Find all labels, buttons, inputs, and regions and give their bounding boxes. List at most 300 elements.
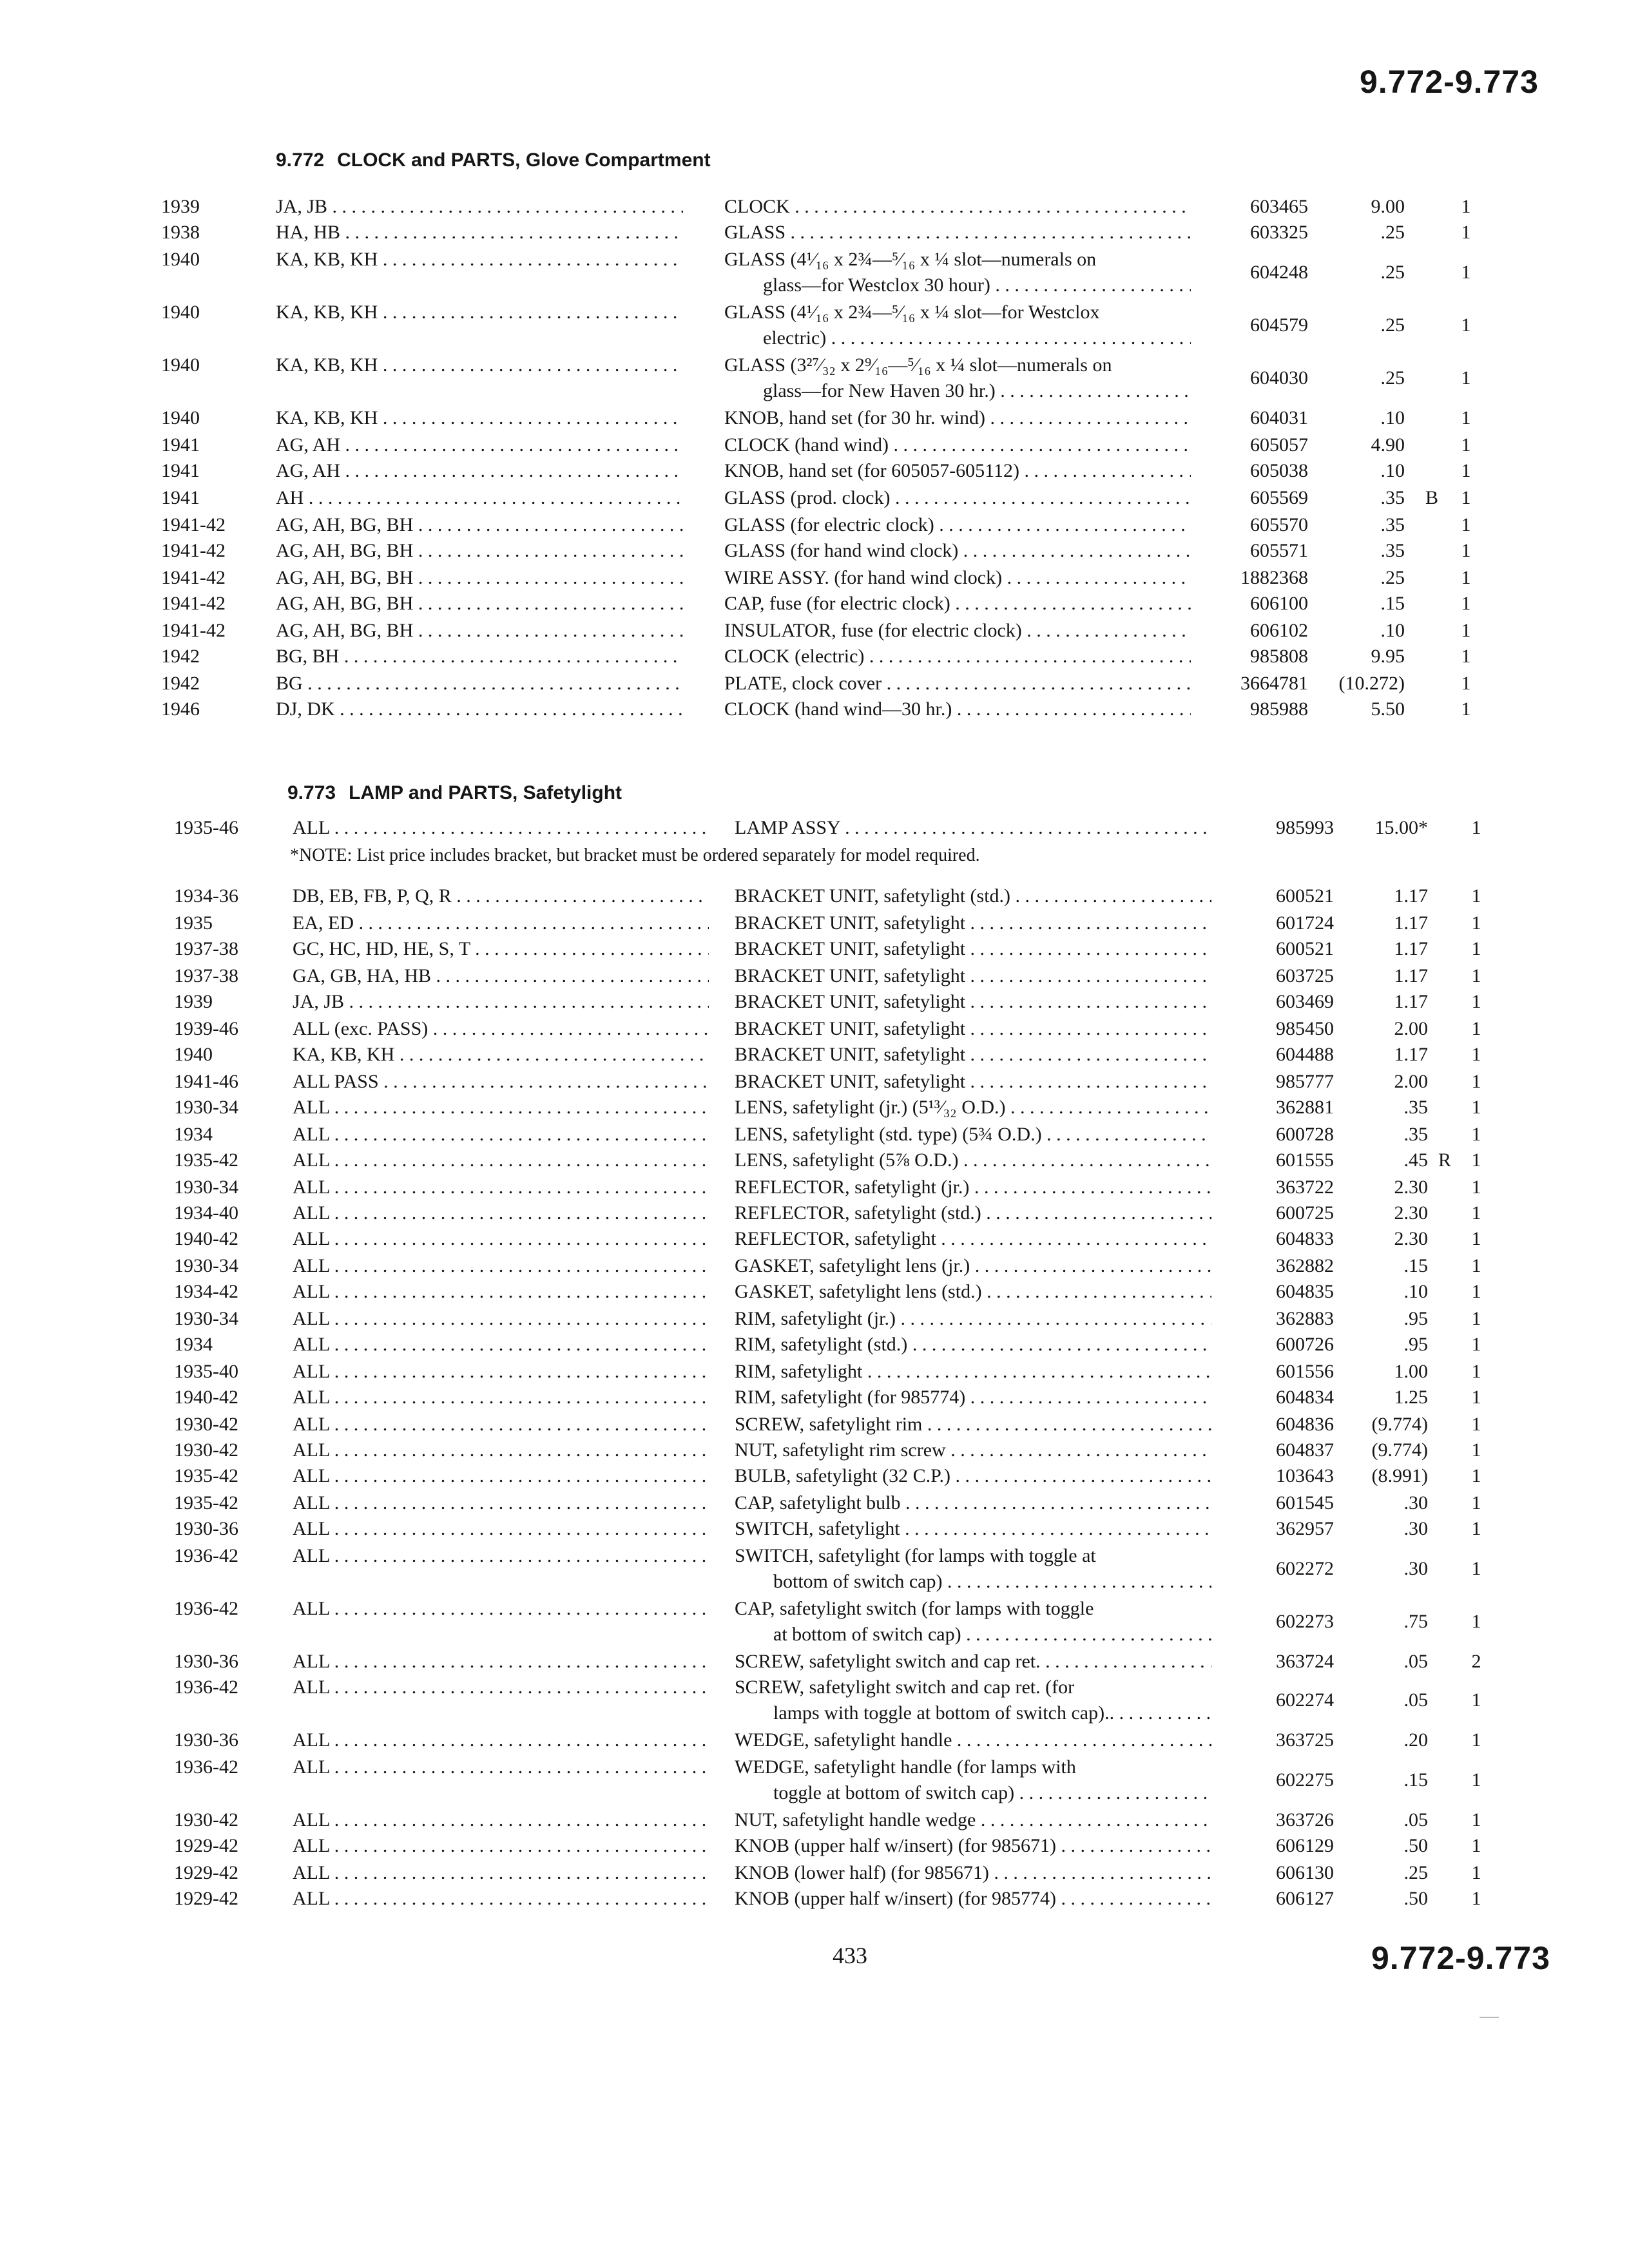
table-row [0,1727,1629,1754]
quantity-cell: 1 [1471,1862,1481,1883]
models-cell: ALL . . . [293,1174,709,1201]
description-cell: REFLECTOR, safetylight . . . [735,1225,1211,1253]
models-cell: ALL PASS . . . [293,1068,709,1095]
quantity-cell: 1 [1461,434,1471,456]
part-number-cell: 604031 [1250,407,1308,428]
models-cell: ALL . . . [293,1094,709,1121]
description-cell: SCREW, safetylight switch and cap ret. (for [735,1677,1075,1698]
list-price-cell: .95 [1403,1308,1428,1329]
quantity-cell: 1 [1471,965,1481,986]
description-cell: WEDGE, safetylight handle . . . [735,1727,1211,1754]
quantity-cell: 1 [1471,1809,1481,1831]
table-row [0,1490,1629,1517]
part-number-cell: 603725 [1276,965,1334,986]
description-cell: KNOB (lower half) (for 985671) . . . [735,1860,1211,1887]
quantity-cell: 1 [1461,567,1471,588]
part-number-cell: 600725 [1276,1202,1334,1224]
description-cell: CAP, fuse (for electric clock) . . . [724,590,1191,617]
description-cell: RIM, safetylight (jr.) . . . [735,1305,1211,1332]
part-number-cell: 1882368 [1240,567,1308,588]
quantity-cell: 1 [1461,514,1471,535]
models-cell: ALL . . . [293,1253,709,1280]
table-row [0,1331,1629,1358]
part-number-cell: 985988 [1250,698,1308,720]
table-row [0,910,1629,937]
year-cell: 1941-42 [161,540,226,561]
quantity-cell: 1 [1461,698,1471,720]
part-number-cell: 604835 [1276,1281,1334,1302]
quantity-cell: 1 [1471,1729,1481,1751]
description-continuation: electric) . . . [763,325,1191,352]
models-cell: EA, ED . . . [293,910,709,937]
part-number-cell: 985450 [1276,1018,1334,1039]
description-cell: BRACKET UNIT, safetylight (std.) . . . [735,883,1211,910]
list-price-cell: (9.774) [1371,1414,1428,1435]
description-cell: BRACKET UNIT, safetylight . . . [735,1041,1211,1068]
description-cell: SWITCH, safetylight (for lamps with toggle at [735,1545,1096,1566]
description-cell: GLASS (for hand wind clock) . . . [724,537,1191,564]
year-cell: 1941 [161,434,200,456]
description-continuation: lamps with toggle at bottom of switch cap).. . . . [773,1700,1211,1727]
description-cell: KNOB, hand set (for 30 hr. wind) . . . [724,405,1191,432]
list-price-cell: 2.00 [1394,1071,1428,1092]
quantity-cell: 1 [1471,1439,1481,1461]
year-cell: 1940 [174,1044,213,1065]
quantity-cell: 2 [1471,1651,1481,1672]
year-cell: 1935-42 [174,1149,238,1171]
models-cell: HA, HB . . . [276,219,683,246]
year-cell: 1934-36 [174,885,238,907]
table-row [0,670,1629,697]
table-row [0,988,1629,1015]
year-cell: 1930-36 [174,1651,238,1672]
table-row [0,1253,1629,1280]
table-row [0,1225,1629,1253]
year-cell: 1935-42 [174,1465,238,1486]
models-cell: ALL . . . [293,1121,709,1148]
quantity-cell: 1 [1471,991,1481,1012]
models-cell: KA, KB, KH . . . [276,299,683,326]
models-cell: ALL . . . [293,1727,709,1754]
table-row [0,1015,1629,1043]
flag-cell: R [1438,1149,1451,1171]
part-number-cell: 606100 [1250,593,1308,614]
list-price-cell: 1.17 [1394,912,1428,934]
quantity-cell: 1 [1461,222,1471,243]
list-price-cell: .15 [1403,1769,1428,1791]
part-number-cell: 600726 [1276,1334,1334,1355]
part-number-cell: 985777 [1276,1071,1334,1092]
description-cell: CAP, safetylight bulb . . . [735,1490,1211,1517]
models-cell: ALL . . . [293,1305,709,1332]
description-cell: GASKET, safetylight lens (jr.) . . . [735,1253,1211,1280]
description-cell: BRACKET UNIT, safetylight . . . [735,910,1211,937]
models-cell: ALL . . . [293,1225,709,1253]
table-row [0,1278,1629,1305]
table-row [0,643,1629,670]
list-price-cell: 2.30 [1394,1177,1428,1198]
part-number-cell: 604248 [1250,262,1308,283]
year-cell: 1935-40 [174,1361,238,1382]
table-row [0,219,1629,246]
models-cell: AG, AH, BG, BH . . . [276,617,683,644]
year-cell: 1938 [161,222,200,243]
part-number-cell: 363725 [1276,1729,1334,1751]
models-cell: ALL . . . [293,1595,709,1622]
part-number-cell: 605038 [1250,460,1308,481]
description-cell: NUT, safetylight handle wedge . . . [735,1807,1211,1834]
models-cell: ALL . . . [293,1490,709,1517]
table-row [0,963,1629,990]
year-cell: 1930-42 [174,1439,238,1461]
description-cell: WIRE ASSY. (for hand wind clock) . . . [724,564,1191,591]
table-row [0,1147,1629,1174]
table-row [0,1358,1629,1385]
models-cell: KA, KB, KH . . . [276,405,683,432]
list-price-cell: .30 [1403,1558,1428,1579]
year-cell: 1941-46 [174,1071,238,1092]
description-cell: KNOB, hand set (for 605057-605112) . . . [724,457,1191,485]
year-cell: 1934 [174,1124,213,1145]
year-cell: 1941-42 [161,593,226,614]
quantity-cell: 1 [1471,1835,1481,1856]
models-cell: ALL . . . [293,1331,709,1358]
part-number-cell: 606127 [1276,1888,1334,1909]
quantity-cell: 1 [1471,1018,1481,1039]
quantity-cell: 1 [1461,460,1471,481]
table-row [0,1832,1629,1860]
description-cell: NUT, safetylight rim screw . . . [735,1437,1211,1464]
description-continuation: glass—for New Haven 30 hr.) . . . [763,378,1191,405]
quantity-cell: 1 [1471,885,1481,907]
year-cell: 1930-34 [174,1308,238,1329]
list-price-cell: 15.00* [1374,817,1428,838]
list-price-cell: .25 [1380,222,1405,243]
year-cell: 1930-34 [174,1177,238,1198]
models-cell: ALL . . . [293,1860,709,1887]
quantity-cell: 1 [1471,1334,1481,1355]
list-price-cell: .05 [1403,1689,1428,1711]
models-cell: KA, KB, KH . . . [293,1041,709,1068]
models-cell: JA, JB . . . [276,193,683,220]
year-cell: 1934-40 [174,1202,238,1224]
part-number-cell: 602275 [1276,1769,1334,1791]
table-row [0,1121,1629,1148]
list-price-cell: .35 [1380,540,1405,561]
description-cell: CAP, safetylight switch (for lamps with toggle [735,1598,1094,1619]
description-cell: PLATE, clock cover . . . [724,670,1191,697]
quantity-cell: 1 [1461,487,1471,508]
description-cell: BRACKET UNIT, safetylight . . . [735,963,1211,990]
year-cell: 1942 [161,646,200,667]
part-number-cell: 604833 [1276,1228,1334,1249]
year-cell: 1935-46 [174,817,238,838]
part-number-cell: 103643 [1276,1465,1334,1486]
table-row [0,590,1629,617]
list-price-cell: .15 [1380,593,1405,614]
part-number-cell: 602273 [1276,1611,1334,1632]
quantity-cell: 1 [1471,938,1481,959]
table-row [0,1068,1629,1095]
table-row [0,1094,1629,1121]
part-number-cell: 606129 [1276,1835,1334,1856]
quantity-cell: 1 [1471,1097,1481,1118]
models-cell: ALL . . . [293,1358,709,1385]
section-title-9773 [287,782,622,804]
list-price-cell: .50 [1403,1835,1428,1856]
year-cell: 1940-42 [174,1387,238,1408]
year-cell: 1930-34 [174,1255,238,1276]
year-cell: 1930-34 [174,1097,238,1118]
description-cell: GASKET, safetylight lens (std.) . . . [735,1278,1211,1305]
year-cell: 1936-42 [174,1545,238,1566]
models-cell: ALL . . . [293,1463,709,1490]
list-price-cell: (10.272) [1338,673,1405,694]
list-price-cell: .75 [1403,1611,1428,1632]
description-cell: RIM, safetylight . . . [735,1358,1211,1385]
description-cell: LENS, safetylight (std. type) (5¾ O.D.) . . . [735,1121,1211,1148]
quantity-cell: 1 [1471,1689,1481,1711]
part-number-cell: 604030 [1250,367,1308,389]
quantity-cell: 1 [1461,407,1471,428]
quantity-cell: 1 [1471,1387,1481,1408]
description-cell: GLASS (for electric clock) . . . [724,512,1191,539]
models-cell: AG, AH . . . [276,432,683,459]
quantity-cell: 1 [1471,1149,1481,1171]
quantity-cell: 1 [1471,1769,1481,1791]
models-cell: ALL . . . [293,1384,709,1411]
description-cell: CLOCK (hand wind) . . . [724,432,1191,459]
models-cell: ALL . . . [293,1648,709,1675]
year-cell: 1941-42 [161,514,226,535]
table-row [0,485,1629,512]
quantity-cell: 1 [1461,646,1471,667]
models-cell: JA, JB . . . [293,988,709,1015]
part-number-cell: 604488 [1276,1044,1334,1065]
part-number-cell: 3664781 [1240,673,1308,694]
quantity-cell: 1 [1471,912,1481,934]
models-cell: AG, AH, BG, BH . . . [276,537,683,564]
list-price-cell: 2.00 [1394,1018,1428,1039]
quantity-cell: 1 [1471,1071,1481,1092]
list-price-cell: 4.90 [1371,434,1405,456]
part-number-cell: 604579 [1250,314,1308,336]
quantity-cell: 1 [1471,1611,1481,1632]
list-price-cell: 1.17 [1394,885,1428,907]
quantity-cell: 1 [1471,1308,1481,1329]
models-cell: AH . . . [276,485,683,512]
part-number-cell: 604836 [1276,1414,1334,1435]
description-cell: REFLECTOR, safetylight (jr.) . . . [735,1174,1211,1201]
models-cell: ALL . . . [293,1754,709,1781]
table-row [0,457,1629,485]
year-cell: 1942 [161,673,200,694]
section-number: 9.772 [276,149,325,171]
models-cell: ALL . . . [293,1278,709,1305]
year-cell: 1935 [174,912,213,934]
part-number-cell: 600728 [1276,1124,1334,1145]
models-cell: ALL . . . [293,1674,709,1701]
table-row [0,1674,1629,1724]
description-continuation: toggle at bottom of switch cap) . . . [773,1780,1211,1807]
table-row [0,299,1629,349]
year-cell: 1939 [161,196,200,217]
quantity-cell: 1 [1471,817,1481,838]
models-cell: ALL . . . [293,1200,709,1227]
section-title-9772 [276,149,711,171]
models-cell: BG, BH . . . [276,643,683,670]
year-cell: 1941-42 [161,620,226,641]
table-row [0,246,1629,296]
part-number-cell: 363722 [1276,1177,1334,1198]
table-row [0,1542,1629,1592]
list-price-cell: .25 [1380,367,1405,389]
section-heading: CLOCK and PARTS, Glove Compartment [337,149,711,171]
list-price-cell: .15 [1403,1255,1428,1276]
list-price-cell: .45 [1403,1149,1428,1171]
list-price-cell: 1.17 [1394,965,1428,986]
quantity-cell: 1 [1461,314,1471,336]
table-row [0,1041,1629,1068]
table-row [0,1515,1629,1542]
part-number-cell: 362882 [1276,1255,1334,1276]
year-cell: 1929-42 [174,1888,238,1909]
models-cell: ALL . . . [293,1515,709,1542]
models-cell: DB, EB, FB, P, Q, R . . . [293,883,709,910]
models-cell: GA, GB, HA, HB . . . [293,963,709,990]
part-number-cell: 601555 [1276,1149,1334,1171]
models-cell: GC, HC, HD, HE, S, T . . . [293,936,709,963]
description-cell: KNOB (upper half w/insert) (for 985774) . . . [735,1885,1211,1912]
year-cell: 1941-42 [161,567,226,588]
part-number-cell: 600521 [1276,885,1334,907]
year-cell: 1940 [161,407,200,428]
quantity-cell: 1 [1471,1558,1481,1579]
list-price-cell: (9.774) [1371,1439,1428,1461]
models-cell: ALL . . . [293,1885,709,1912]
list-price-cell: 1.00 [1394,1361,1428,1382]
quantity-cell: 1 [1471,1044,1481,1065]
list-price-cell: .25 [1380,567,1405,588]
description-cell: CLOCK . . . [724,193,1191,220]
part-number-cell: 602272 [1276,1558,1334,1579]
description-cell: WEDGE, safetylight handle (for lamps with [735,1756,1076,1778]
quantity-cell: 1 [1471,1465,1481,1486]
part-number-cell: 605570 [1250,514,1308,535]
models-cell: DJ, DK . . . [276,696,683,723]
description-cell: INSULATOR, fuse (for electric clock) . . . [724,617,1191,644]
models-cell: ALL . . . [293,1807,709,1834]
models-cell: ALL . . . [293,1542,709,1570]
quantity-cell: 1 [1471,1228,1481,1249]
description-continuation: bottom of switch cap) . . . [773,1568,1211,1595]
quantity-cell: 1 [1471,1414,1481,1435]
table-row [0,1437,1629,1464]
table-row [0,193,1629,220]
section-number: 9.773 [287,782,336,803]
table-row [0,1200,1629,1227]
list-price-cell: .35 [1380,487,1405,508]
table-row [0,1648,1629,1675]
year-cell: 1935-42 [174,1492,238,1514]
description-cell: GLASS (4¹⁄₁₆ x 2¾—⁵⁄₁₆ x ¼ slot—for Westclox [724,302,1100,323]
list-price-cell: 2.30 [1394,1202,1428,1224]
description-cell: BRACKET UNIT, safetylight . . . [735,988,1211,1015]
year-cell: 1930-42 [174,1414,238,1435]
table-row [0,537,1629,564]
year-cell: 1936-42 [174,1598,238,1619]
list-price-cell: .30 [1403,1518,1428,1539]
table-row [0,1885,1629,1912]
models-cell: KA, KB, KH . . . [276,352,683,379]
description-cell: LAMP ASSY . . . [735,814,1211,841]
part-number-cell: 603465 [1250,196,1308,217]
part-number-cell: 604837 [1276,1439,1334,1461]
table-row [0,1595,1629,1645]
quantity-cell: 1 [1471,1518,1481,1539]
models-cell: AG, AH, BG, BH . . . [276,590,683,617]
description-cell: REFLECTOR, safetylight (std.) . . . [735,1200,1211,1227]
year-cell: 1937-38 [174,965,238,986]
quantity-cell: 1 [1461,196,1471,217]
table-row [0,1807,1629,1834]
description-cell: SWITCH, safetylight . . . [735,1515,1211,1542]
part-number-cell: 605571 [1250,540,1308,561]
table-row [0,1411,1629,1438]
part-number-cell: 602274 [1276,1689,1334,1711]
year-cell: 1934-42 [174,1281,238,1302]
section-heading: LAMP and PARTS, Safetylight [349,782,622,803]
description-cell: RIM, safetylight (for 985774) . . . [735,1384,1211,1411]
year-cell: 1930-36 [174,1518,238,1539]
table-row [0,1174,1629,1201]
quantity-cell: 1 [1461,262,1471,283]
list-price-cell: .25 [1380,314,1405,336]
part-number-cell: 600521 [1276,938,1334,959]
description-continuation: glass—for Westclox 30 hour) . . . [763,272,1191,299]
year-cell: 1941 [161,487,200,508]
part-number-cell: 363724 [1276,1651,1334,1672]
part-number-cell: 601545 [1276,1492,1334,1514]
table-row [0,405,1629,432]
quantity-cell: 1 [1471,1255,1481,1276]
description-cell: BRACKET UNIT, safetylight . . . [735,1015,1211,1043]
list-price-cell: .10 [1380,407,1405,428]
part-number-cell: 601724 [1276,912,1334,934]
description-cell: BRACKET UNIT, safetylight . . . [735,1068,1211,1095]
models-cell: ALL . . . [293,1437,709,1464]
description-cell: LENS, safetylight (5⅞ O.D.) . . . [735,1147,1211,1174]
list-price-cell: .10 [1380,620,1405,641]
models-cell: AG, AH . . . [276,457,683,485]
table-row [0,1305,1629,1332]
models-cell: KA, KB, KH . . . [276,246,683,273]
part-number-cell: 606102 [1250,620,1308,641]
part-number-cell: 603469 [1276,991,1334,1012]
description-cell: BRACKET UNIT, safetylight . . . [735,936,1211,963]
list-price-cell: 9.95 [1371,646,1405,667]
table-row [0,432,1629,459]
list-price-cell: 5.50 [1371,698,1405,720]
list-price-cell: 1.25 [1394,1387,1428,1408]
models-cell: AG, AH, BG, BH . . . [276,564,683,591]
quantity-cell: 1 [1471,1492,1481,1514]
year-cell: 1940-42 [174,1228,238,1249]
models-cell: ALL . . . [293,1411,709,1438]
year-cell: 1936-42 [174,1756,238,1778]
models-cell: ALL . . . [293,814,709,841]
models-cell: AG, AH, BG, BH . . . [276,512,683,539]
